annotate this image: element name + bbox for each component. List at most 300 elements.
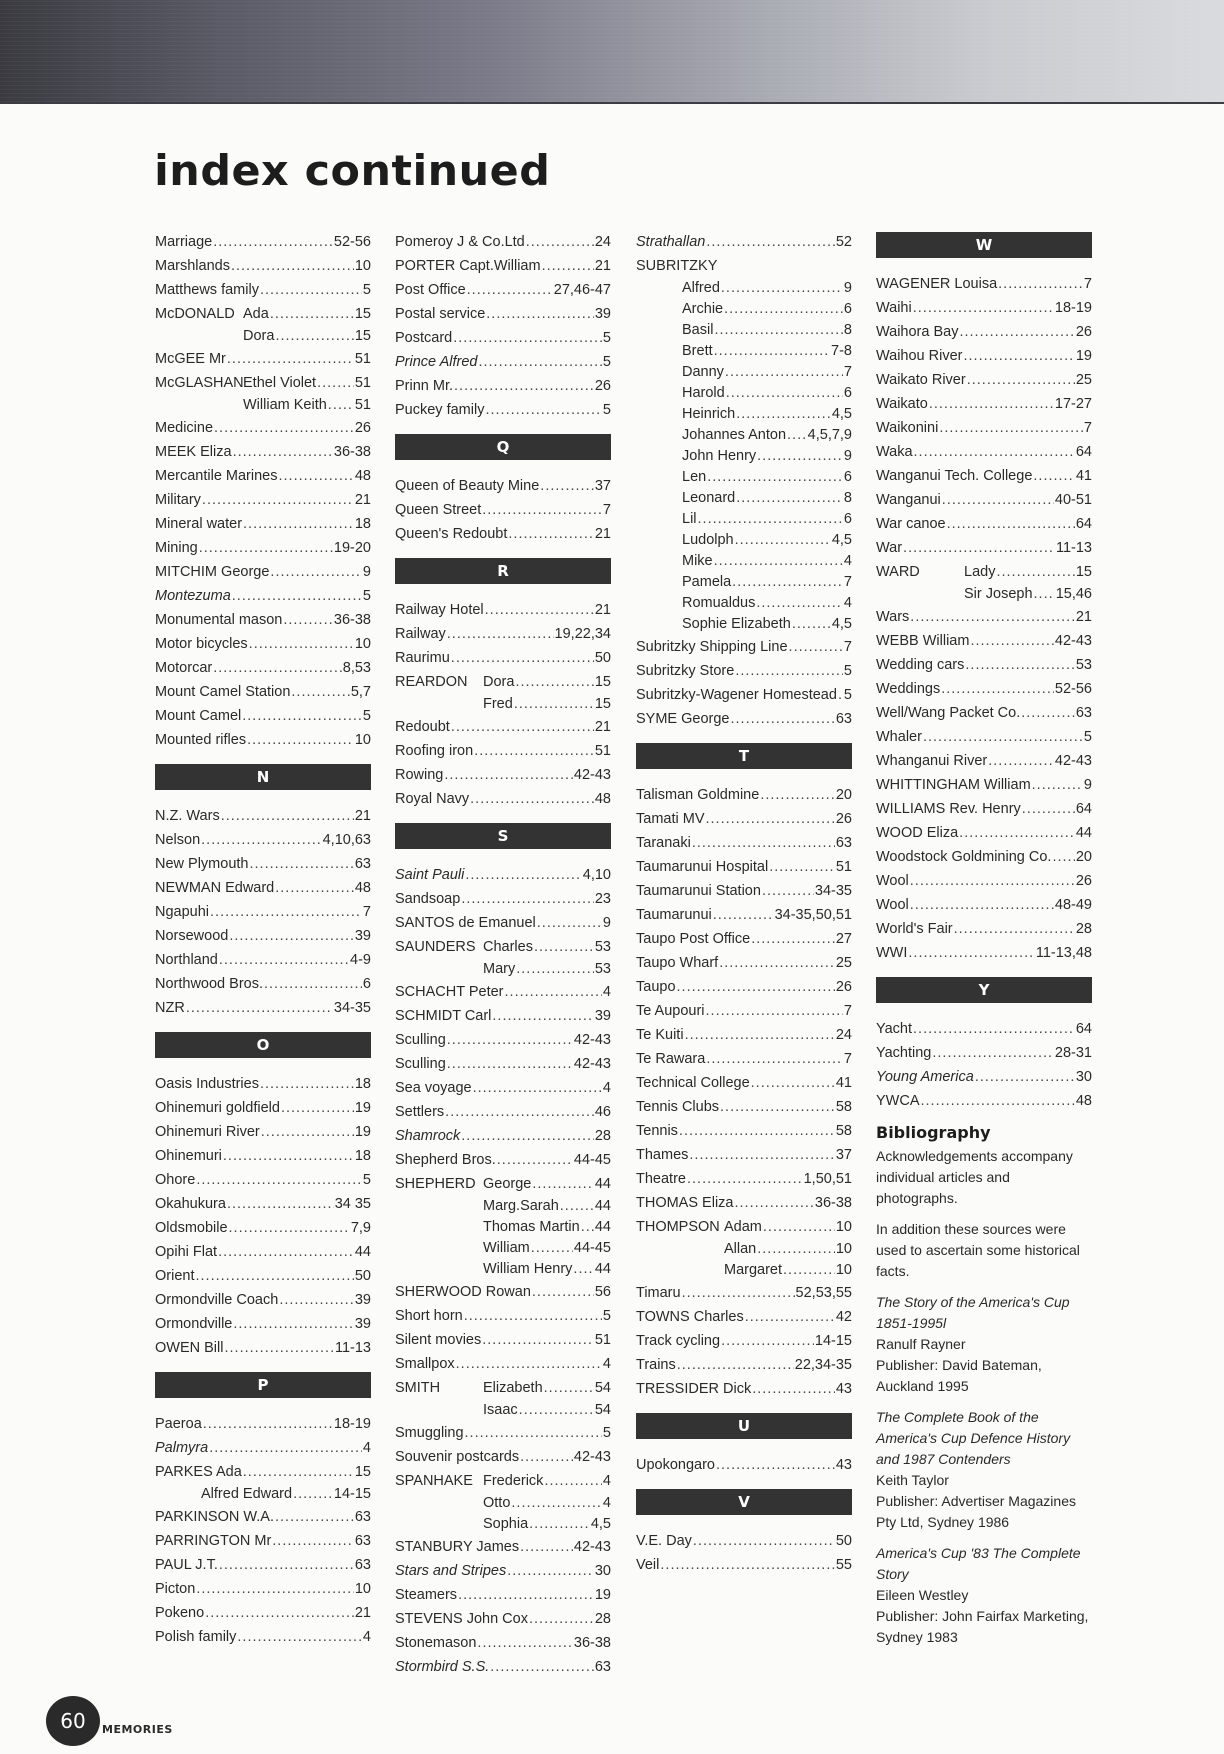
index-entry <box>876 320 1092 344</box>
dot-leader <box>526 230 594 254</box>
index-entry <box>395 1445 611 1469</box>
entry-name: Alfred <box>682 280 720 296</box>
dot-leader <box>478 350 601 374</box>
index-entry <box>636 879 852 903</box>
letter-section-header: P <box>155 1372 371 1398</box>
entry-name: MEEK Eliza <box>155 444 232 460</box>
entry-name: WILLIAMS Rev. Henry <box>876 801 1021 817</box>
entry-page: 4,10,63 <box>322 832 371 848</box>
dot-leader <box>249 632 354 656</box>
entry-page: 9 <box>843 448 852 464</box>
entry-page: 21 <box>594 602 611 618</box>
entry-page: 19 <box>1075 348 1092 364</box>
dot-leader <box>965 653 1074 677</box>
entry-name: Roofing iron <box>395 743 474 759</box>
entry-page: 44 <box>354 1244 371 1260</box>
entry-page: 18 <box>354 1148 371 1164</box>
dot-leader <box>679 1119 835 1143</box>
dot-leader <box>199 536 333 560</box>
entry-page: 51 <box>594 1332 611 1348</box>
entry-name: Wool <box>876 897 909 913</box>
entry-page: 26 <box>594 378 611 394</box>
entry-name: Waihou River <box>876 348 963 364</box>
index-entry <box>155 828 371 852</box>
entry-name: Subritzky-Wagener Homestead <box>636 687 837 703</box>
entry-name: Shepherd Bros. <box>395 1152 496 1168</box>
entry-page: 4,5 <box>590 1516 611 1532</box>
entry-page: 44-45 <box>573 1152 611 1168</box>
entry-page: 8 <box>843 322 852 338</box>
dot-leader <box>757 1239 835 1260</box>
index-entry <box>395 911 611 935</box>
entry-page: 51 <box>354 375 371 391</box>
index-entry <box>155 560 371 584</box>
entry-page: 4,5 <box>831 532 852 548</box>
entry-page: 5 <box>362 588 371 604</box>
entry-name: Railway Hotel <box>395 602 484 618</box>
entry-page: 5 <box>362 708 371 724</box>
dot-leader <box>942 488 1054 512</box>
index-entry <box>876 701 1092 725</box>
entry-page: 39 <box>354 928 371 944</box>
entry-page: 8 <box>843 490 852 506</box>
index-entry <box>636 299 852 320</box>
dot-leader <box>485 598 594 622</box>
entry-page: 56 <box>594 1284 611 1300</box>
index-column-4 <box>876 230 1092 1658</box>
entry-page: 30 <box>1075 1069 1092 1085</box>
index-entry <box>395 230 611 254</box>
entry-page: 34-35 <box>814 883 852 899</box>
index-entry <box>395 1631 611 1655</box>
dot-leader <box>560 1196 594 1217</box>
entry-name: Taumarunui Hospital <box>636 859 769 875</box>
entry-name: MITCHIM George <box>155 564 270 580</box>
entry-name: Waikonini <box>876 420 939 436</box>
index-entry <box>636 593 852 614</box>
entry-page: 19 <box>354 1100 371 1116</box>
entry-name: Frederick <box>483 1473 544 1489</box>
dot-leader <box>507 1559 594 1583</box>
index-entry <box>155 584 371 608</box>
index-entry <box>395 278 611 302</box>
bibliography-title: Bibliography <box>876 1123 991 1142</box>
index-entry <box>395 1100 611 1124</box>
dot-leader <box>769 855 835 879</box>
entry-name: New Plymouth <box>155 856 249 872</box>
entry-page: 41 <box>1075 468 1092 484</box>
dot-leader <box>447 1052 573 1076</box>
index-column-1 <box>155 230 371 1649</box>
dot-leader <box>458 1583 594 1607</box>
index-entry <box>155 1436 371 1460</box>
index-entry <box>876 440 1092 464</box>
entry-name: Harold <box>682 385 725 401</box>
dot-leader <box>453 326 602 350</box>
index-entry <box>395 715 611 739</box>
entry-name: Prinn Mr. <box>395 378 454 394</box>
entry-name: Fred <box>483 696 513 712</box>
entry-page: 10 <box>354 732 371 748</box>
index-entry <box>636 509 852 530</box>
entry-page: 53 <box>594 939 611 955</box>
index-entry <box>395 302 611 326</box>
index-entry <box>395 350 611 374</box>
index-entry <box>155 1264 371 1288</box>
entry-name: Oldsmobile <box>155 1220 228 1236</box>
index-entry <box>395 1028 611 1052</box>
entry-page: 39 <box>354 1292 371 1308</box>
entry-name: Polish family <box>155 1629 237 1645</box>
index-entry <box>155 1096 371 1120</box>
entry-page: 27 <box>835 931 852 947</box>
index-entry <box>395 1352 611 1376</box>
entry-name: NEWMAN Edward <box>155 880 275 896</box>
entry-page: 44-45 <box>573 1240 611 1256</box>
entry-name: V.E. Day <box>636 1533 692 1549</box>
entry-name: Steamers <box>395 1587 458 1603</box>
dot-leader <box>497 1148 573 1172</box>
dot-leader <box>573 1259 593 1280</box>
entry-page: 26 <box>835 811 852 827</box>
index-entry <box>876 1041 1092 1065</box>
entry-name: Sandsoap <box>395 891 461 907</box>
dot-leader <box>735 530 831 551</box>
index-entry <box>395 1238 611 1259</box>
dot-leader <box>275 326 353 347</box>
dot-leader <box>529 1514 590 1535</box>
entry-page: 9 <box>602 915 611 931</box>
dot-leader <box>209 1436 362 1460</box>
entry-name: Veil <box>636 1557 660 1573</box>
entry-name: Mining <box>155 540 198 556</box>
entry-page: 5 <box>362 1172 371 1188</box>
dot-leader <box>706 1047 843 1071</box>
index-entry <box>395 1148 611 1172</box>
dot-leader <box>939 416 1083 440</box>
entry-name: Ethel Violet <box>243 375 317 391</box>
entry-page: 36-38 <box>333 612 371 628</box>
index-entry <box>155 1412 371 1436</box>
dot-leader <box>243 1460 354 1484</box>
dot-leader <box>451 715 594 739</box>
entry-name: Marriage <box>155 234 213 250</box>
dot-leader <box>660 1553 834 1577</box>
entry-page: 17-27 <box>1054 396 1092 412</box>
index-entry <box>395 374 611 398</box>
index-entry <box>636 1071 852 1095</box>
dot-leader <box>923 725 1083 749</box>
entry-page: 21 <box>354 808 371 824</box>
index-entry <box>876 893 1092 917</box>
dot-leader <box>908 941 1034 965</box>
entry-page: 6 <box>843 301 852 317</box>
index-entry <box>876 584 1092 605</box>
dot-leader <box>196 1264 354 1288</box>
bibliography-source <box>876 1407 1092 1533</box>
dot-leader <box>929 392 1054 416</box>
dot-leader <box>692 831 835 855</box>
entry-page: 44 <box>1075 825 1092 841</box>
index-entry <box>876 560 1092 584</box>
dot-leader <box>213 656 342 680</box>
entry-surname: SMITH <box>395 1380 441 1396</box>
entry-page: 63 <box>835 835 852 851</box>
entry-page: 63 <box>354 1557 371 1573</box>
entry-name: Te Kuiti <box>636 1027 684 1043</box>
letter-section-header: T <box>636 743 852 769</box>
entry-name: Romualdus <box>682 595 756 611</box>
entry-page: 7,9 <box>350 1220 371 1236</box>
index-entry <box>155 632 371 656</box>
entry-name: Okahukura <box>155 1196 226 1212</box>
dot-leader <box>264 972 362 996</box>
letter-section-header: V <box>636 1489 852 1515</box>
dot-leader <box>714 551 843 572</box>
entry-page: 52 <box>835 234 852 250</box>
dot-leader <box>465 1421 602 1445</box>
entry-name: Northland <box>155 952 218 968</box>
entry-page: 48 <box>354 880 371 896</box>
dot-leader <box>954 917 1075 941</box>
entry-page: 27,46-47 <box>553 282 611 298</box>
entry-name: Queen Street <box>395 502 482 518</box>
dot-leader <box>706 230 835 254</box>
entry-name: Marshlands <box>155 258 230 274</box>
entry-name: WOOD Eliza <box>876 825 959 841</box>
entry-page: 42 <box>835 1309 852 1325</box>
dot-leader <box>756 593 843 614</box>
entry-page: 10 <box>354 1581 371 1597</box>
entry-page: 42-43 <box>573 1449 611 1465</box>
dot-leader <box>196 1577 354 1601</box>
index-entry <box>155 1144 371 1168</box>
letter-section-header: Y <box>876 977 1092 1003</box>
dot-leader <box>959 821 1075 845</box>
entry-page: 4 <box>602 1495 611 1511</box>
index-entry <box>636 551 852 572</box>
entry-name: William Keith <box>243 397 327 413</box>
dot-leader <box>532 1280 594 1304</box>
entry-page: 5 <box>1083 729 1092 745</box>
entry-page: 28-31 <box>1054 1045 1092 1061</box>
index-entry <box>636 1095 852 1119</box>
entry-name: Sea voyage <box>395 1080 472 1096</box>
entry-name: Waikato <box>876 396 928 412</box>
index-entry <box>876 536 1092 560</box>
index-entry <box>395 1004 611 1028</box>
entry-page: 15,46 <box>1055 586 1092 602</box>
entry-name: Nelson <box>155 832 201 848</box>
entry-name: William Henry <box>483 1261 573 1277</box>
dot-leader <box>233 1312 354 1336</box>
entry-page: 7-8 <box>831 343 852 359</box>
entry-name: Upokongaro <box>636 1457 715 1473</box>
index-entry <box>155 395 371 416</box>
entry-name: Archie <box>682 301 724 317</box>
dot-leader <box>751 927 835 951</box>
index-entry <box>155 230 371 254</box>
entry-page: 6 <box>843 511 852 527</box>
entry-name: Track cycling <box>636 1333 721 1349</box>
index-entry <box>636 446 852 467</box>
index-entry <box>155 1312 371 1336</box>
entry-name: Motor bicycles <box>155 636 248 652</box>
dot-leader <box>328 395 354 416</box>
entry-name: War <box>876 540 903 556</box>
dot-leader <box>913 1017 1075 1041</box>
dot-leader <box>261 1120 354 1144</box>
entry-page: 4 <box>843 553 852 569</box>
index-entry <box>395 694 611 715</box>
entry-name: World's Fair <box>876 921 953 937</box>
dot-leader <box>260 278 362 302</box>
dot-leader <box>998 272 1083 296</box>
entry-page: 5,7 <box>350 684 371 700</box>
entry-name: Silent movies <box>395 1332 482 1348</box>
index-entry <box>155 1460 371 1484</box>
entry-name: Ludolph <box>682 532 734 548</box>
entry-name: PAUL J.T. <box>155 1557 218 1573</box>
index-entry <box>636 1529 852 1553</box>
entry-name: Wanganui Tech. College <box>876 468 1033 484</box>
dot-leader <box>789 635 843 659</box>
entry-page: 4 <box>362 1440 371 1456</box>
dot-leader <box>223 1144 354 1168</box>
bibliography-source <box>876 1543 1092 1648</box>
dot-leader <box>447 1028 573 1052</box>
entry-page: 4 <box>602 1080 611 1096</box>
entry-name: Adam <box>724 1219 762 1235</box>
entry-name: Pomeroy J & Co.Ltd <box>395 234 525 250</box>
entry-name: Wanganui <box>876 492 941 508</box>
entry-page: 7 <box>602 502 611 518</box>
dot-leader <box>474 739 594 763</box>
dot-leader <box>275 876 354 900</box>
dot-leader <box>721 278 843 299</box>
entry-page: 5 <box>362 282 371 298</box>
entry-name: Pokeno <box>155 1605 205 1621</box>
index-entry <box>876 653 1092 677</box>
index-entry <box>395 254 611 278</box>
index-entry <box>155 1577 371 1601</box>
dot-leader <box>959 320 1074 344</box>
dot-leader <box>941 677 1054 701</box>
entry-name: SCHACHT Peter <box>395 984 504 1000</box>
entry-page: 50 <box>594 650 611 666</box>
entry-page: 51 <box>354 397 371 413</box>
index-entry <box>636 254 852 278</box>
dot-leader <box>227 347 354 371</box>
entry-page: 15 <box>354 1464 371 1480</box>
entry-name: Norsewood <box>155 928 229 944</box>
dot-leader <box>783 1260 835 1281</box>
dot-leader <box>724 299 843 320</box>
entry-page: 10 <box>354 636 371 652</box>
index-entry <box>395 1259 611 1280</box>
index-entry <box>155 608 371 632</box>
entry-page: 21 <box>354 492 371 508</box>
entry-page: 7 <box>1083 420 1092 436</box>
dot-leader <box>763 1215 835 1239</box>
index-entry <box>395 1559 611 1583</box>
entry-name: Elizabeth <box>483 1380 543 1396</box>
dot-leader <box>1033 464 1074 488</box>
entry-name: Allan <box>724 1241 757 1257</box>
dot-leader <box>996 560 1074 584</box>
source-author: Eileen Westley <box>876 1587 969 1603</box>
dot-leader <box>202 488 354 512</box>
entry-name: Heinrich <box>682 406 736 422</box>
dot-leader <box>275 1505 354 1529</box>
entry-page: 42-43 <box>1054 753 1092 769</box>
entry-name: Mike <box>682 553 713 569</box>
index-entry <box>395 1583 611 1607</box>
entry-name: SANTOS de Emanuel <box>395 915 536 931</box>
index-entry <box>155 1336 371 1360</box>
index-entry <box>155 347 371 371</box>
entry-name: Sculling <box>395 1032 446 1048</box>
entry-name: Queen's Redoubt <box>395 526 508 542</box>
index-entry <box>876 1089 1092 1113</box>
entry-name: Sophia <box>483 1516 529 1532</box>
page-number: 60 <box>46 1696 100 1746</box>
index-entry <box>395 787 611 811</box>
index-entry <box>155 1168 371 1192</box>
dot-leader <box>720 1095 835 1119</box>
dot-leader <box>736 404 831 425</box>
index-entry <box>876 488 1092 512</box>
entry-surname: McDONALD <box>155 306 235 322</box>
dot-leader <box>482 1328 594 1352</box>
index-entry <box>636 572 852 593</box>
index-entry <box>155 440 371 464</box>
dot-leader <box>214 416 354 440</box>
dot-leader <box>486 302 594 326</box>
entry-name: Shamrock <box>395 1128 461 1144</box>
dot-leader <box>229 924 354 948</box>
entry-page: 34-35 <box>333 1000 371 1016</box>
dot-leader <box>687 1167 803 1191</box>
entry-name: N.Z. Wars <box>155 808 220 824</box>
dot-leader <box>685 1023 835 1047</box>
index-entry <box>395 1217 611 1238</box>
entry-page: 10 <box>835 1219 852 1235</box>
entry-name: Ada <box>243 306 269 322</box>
index-entry <box>395 1124 611 1148</box>
entry-page: 1,50,51 <box>803 1171 852 1187</box>
index-entry <box>636 855 852 879</box>
entry-page: 36-38 <box>333 444 371 460</box>
entry-page: 15 <box>594 696 611 712</box>
entry-name: Margaret <box>724 1262 783 1278</box>
index-entry <box>636 659 852 683</box>
index-entry <box>155 536 371 560</box>
index-entry <box>636 807 852 831</box>
entry-name: WEBB William <box>876 633 970 649</box>
entry-page: 64 <box>1075 516 1092 532</box>
dot-leader <box>514 694 594 715</box>
entry-name: PARRINGTON Mr <box>155 1533 272 1549</box>
dot-leader <box>964 344 1075 368</box>
index-entry <box>636 530 852 551</box>
entry-name: PARKES Ada <box>155 1464 242 1480</box>
dot-leader <box>932 1041 1054 1065</box>
dot-leader <box>532 1172 593 1196</box>
entry-page: 21 <box>594 719 611 735</box>
entry-name: Smuggling <box>395 1425 464 1441</box>
entry-name: Charles <box>483 939 533 955</box>
